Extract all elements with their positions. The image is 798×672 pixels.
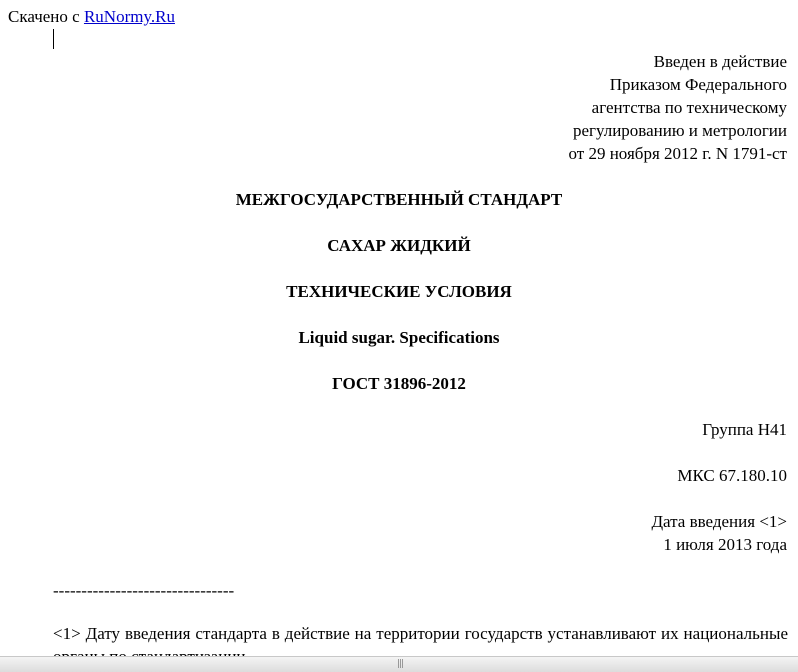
intro-line-4: регулированию и метрологии [572,121,787,140]
group-label: Группа Н41 [702,420,787,439]
footnote-separator: -------------------------------- [53,581,235,600]
effective-date-label: Дата введения <1> [651,512,787,531]
footnote-text: <1> Дату введения стандарта в действие на территории государств устанавливают их национальные [53,624,788,643]
standard-subtitle-heading: ТЕХНИЧЕСКИЕ УСЛОВИЯ [286,282,512,301]
download-source-prefix: Скачено с [8,7,84,26]
runormy-link[interactable]: RuNormy.Ru [83,7,175,26]
gost-code-heading: ГОСТ 31896-2012 [332,374,466,393]
text-cursor [53,29,54,49]
standard-type-heading: МЕЖГОСУДАРСТВЕННЫЙ СТАНДАРТ [235,190,563,209]
status-bar [0,656,798,672]
effective-date-value: 1 июля 2013 года [663,535,787,554]
intro-line-1: Введен в действие [653,52,787,71]
intro-line-2: Приказом Федерального [609,75,787,94]
english-title-heading: Liquid sugar. Specifications [298,328,500,347]
mks-label: МКС 67.180.10 [677,466,787,485]
vertical-grip-icon[interactable]: ||| [396,659,404,669]
standard-name-heading: САХАР ЖИДКИЙ [327,236,471,255]
intro-line-3: агентства по техническому [591,98,787,117]
download-source-line [8,5,175,28]
intro-line-5: от 29 ноября 2012 г. N 1791-ст [568,144,787,163]
